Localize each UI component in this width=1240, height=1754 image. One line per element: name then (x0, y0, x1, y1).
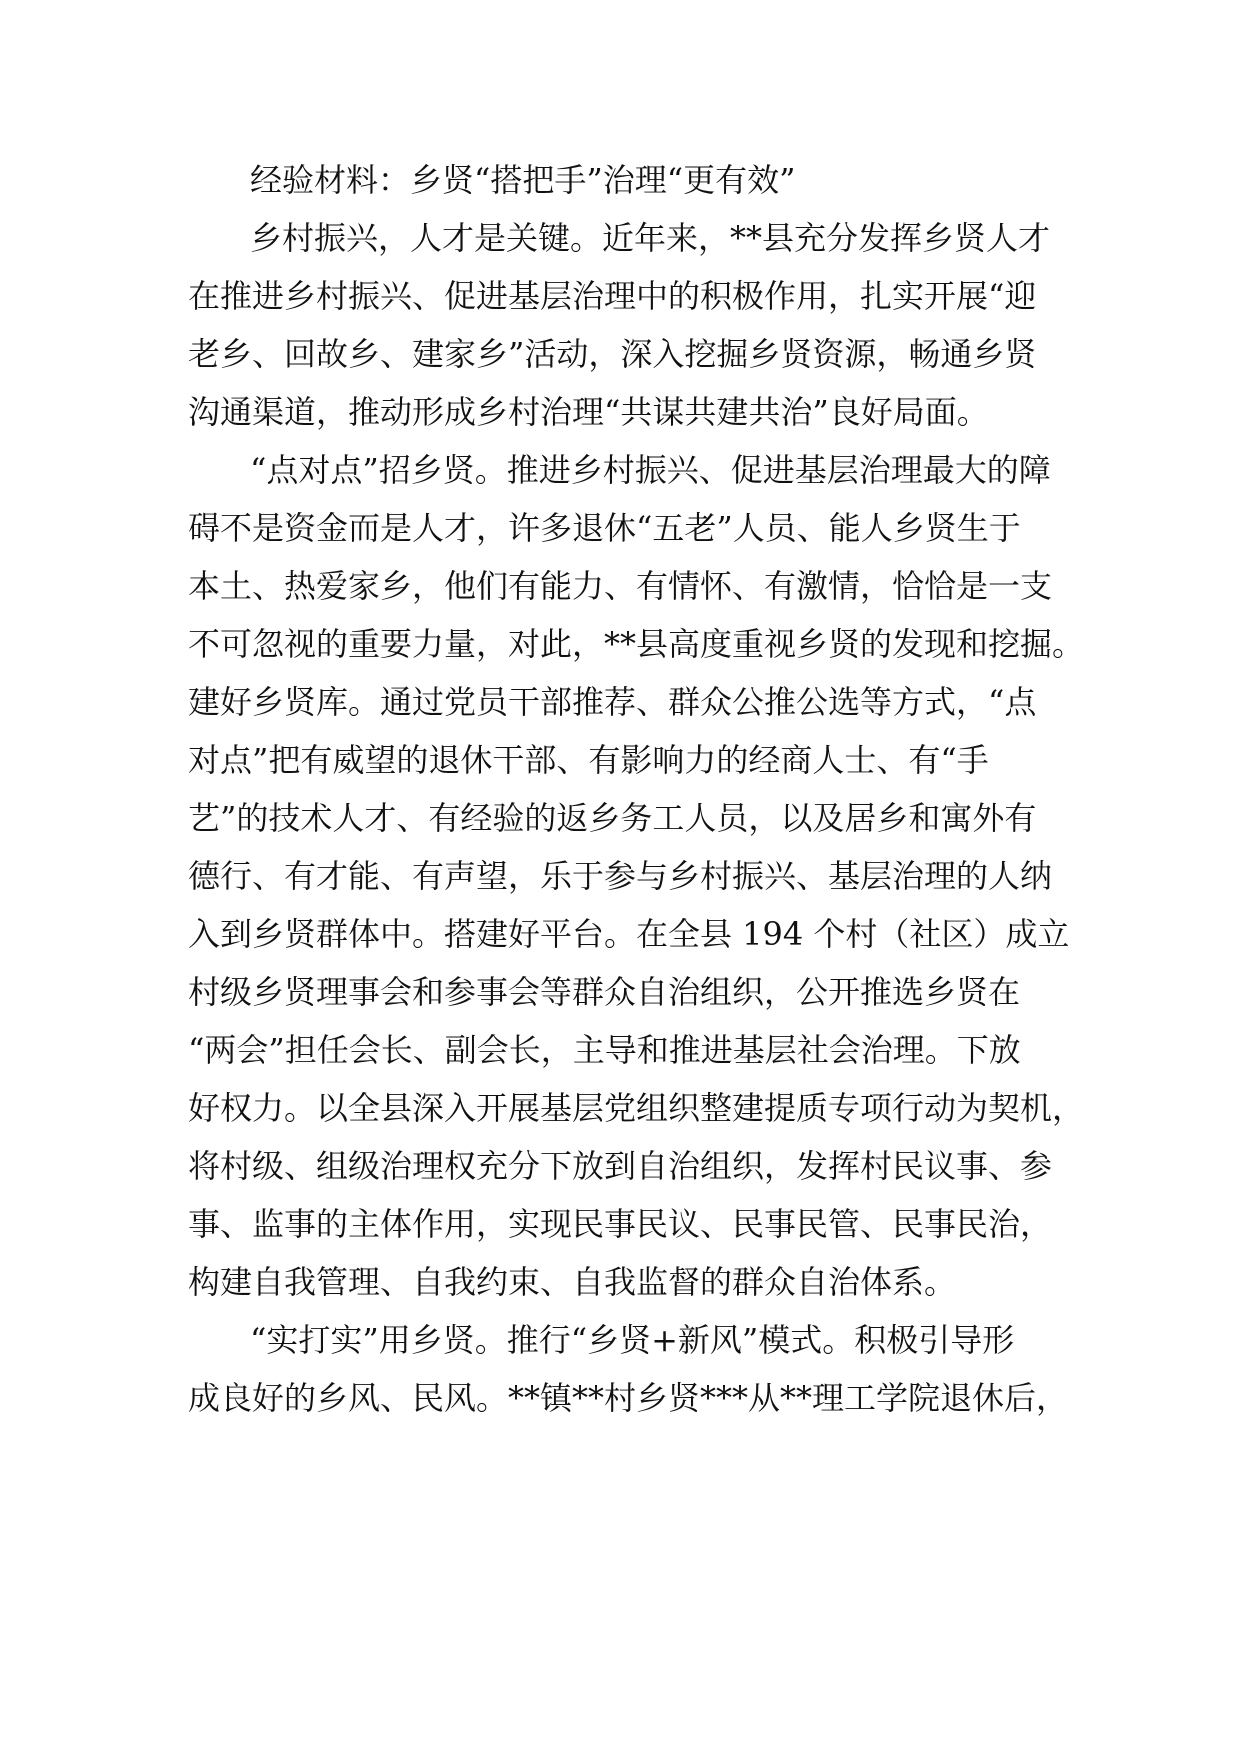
paragraph-line: “两会”担任会长、副会长，主导和推进基层社会治理。下放 (188, 1031, 1021, 1069)
paragraph-line: 老乡、回故乡、建家乡”活动，深入挖掘乡贤资源，畅通乡贤 (188, 335, 1037, 373)
paragraph-line: 乡村振兴，人才是关键。近年来，**县充分发挥乡贤人才 (250, 219, 1051, 257)
paragraph-line: 对点”把有威望的退休干部、有影响力的经商人士、有“手 (188, 741, 989, 779)
paragraph-line: 将村级、组级治理权充分下放到自治组织，发挥村民议事、参 (188, 1147, 1053, 1185)
paragraph-line: 构建自我管理、自我约束、自我监督的群众自治体系。 (188, 1263, 957, 1301)
document-title: 经验材料：乡贤“搭把手”治理“更有效” (250, 161, 796, 199)
paragraph-line: 村级乡贤理事会和参事会等群众自治组织，公开推选乡贤在 (188, 973, 1021, 1011)
paragraph-line: 事、监事的主体作用，实现民事民议、民事民管、民事民治， (188, 1205, 1053, 1243)
paragraph-line: 碍不是资金而是人才，许多退休“五老”人员、能人乡贤生于 (188, 509, 1021, 547)
paragraph-line: 入到乡贤群体中。搭建好平台。在全县 194 个村（社区）成立 (188, 915, 1070, 953)
paragraph-line: 成良好的乡风、民风。**镇**村乡贤***从**理工学院退休后， (188, 1379, 1069, 1417)
paragraph-line: “点对点”招乡贤。推进乡村振兴、促进基层治理最大的障 (250, 451, 1051, 489)
paragraph-line: 艺”的技术人才、有经验的返乡务工人员，以及居乡和寓外有 (188, 799, 1037, 837)
paragraph-line: 在推进乡村振兴、促进基层治理中的积极作用，扎实开展“迎 (188, 277, 1037, 315)
paragraph-line: 好权力。以全县深入开展基层党组织整建提质专项行动为契机， (188, 1089, 1085, 1127)
paragraph-line: “实打实”用乡贤。推行“乡贤+新风”模式。积极引导形 (250, 1321, 1015, 1359)
paragraph-line: 建好乡贤库。通过党员干部推荐、群众公推公选等方式，“点 (188, 683, 1037, 721)
paragraph-line: 沟通渠道，推动形成乡村治理“共谋共建共治”良好局面。 (188, 393, 989, 431)
paragraph-line: 德行、有才能、有声望，乐于参与乡村振兴、基层治理的人纳 (188, 857, 1053, 895)
paragraph-line: 不可忽视的重要力量，对此，**县高度重视乡贤的发现和挖掘。 (188, 625, 1085, 663)
paragraph-line: 本土、热爱家乡，他们有能力、有情怀、有激情，恰恰是一支 (188, 567, 1053, 605)
